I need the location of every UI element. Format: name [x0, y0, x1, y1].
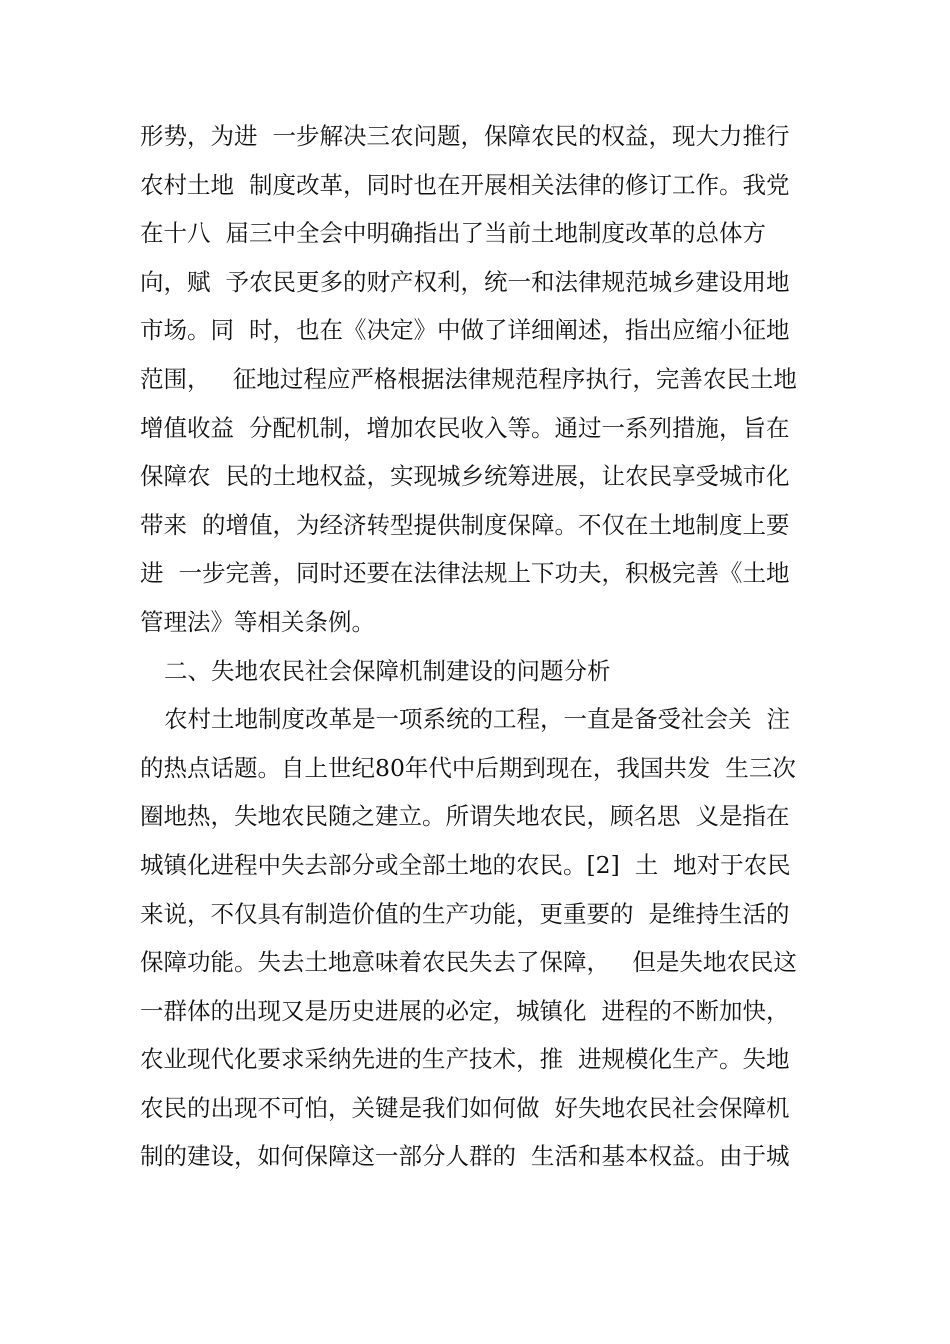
- text-line: 来说，不仅具有制造价值的生产功能，更重要的 是维持生活的: [140, 899, 790, 928]
- paragraph-1: [140, 112, 840, 647]
- text-line: 农村土地制度改革是一项系统的工程，一直是备受社会关 注: [164, 705, 790, 734]
- text-line: 市场。同 时，也在《决定》中做了详细阐述，指出应缩小征地: [140, 316, 790, 345]
- text-line: 带来 的增值，为经济转型提供制度保障。不仅在土地制度上要: [140, 510, 790, 539]
- text-line: 的热点话题。自上世纪80年代中后期到现在，我国共发 生三次: [140, 753, 796, 782]
- text-line: 保障功能。失去土地意味着农民失去了保障， 但是失地农民这: [140, 948, 797, 977]
- text-line: 一群体的出现又是历史进展的必定，城镇化 进程的不断加快，: [140, 996, 790, 1025]
- paragraph-2: [140, 695, 840, 1181]
- text-line: 进 一步完善，同时还要在法律法规上下功夫，积极完善《土地: [140, 559, 790, 588]
- text-line: 形势，为进 一步解决三农问题，保障农民的权益，现大力推行: [140, 122, 790, 150]
- text-line: 管理法》等相关条例。: [140, 607, 375, 636]
- text-line: 增值收益 分配机制，增加农民收入等。通过一系列措施，旨在: [140, 413, 790, 442]
- text-line: 向，赋 予农民更多的财产权利，统一和法律规范城乡建设用地: [140, 267, 790, 296]
- text-line: 制的建设，如何保障这一部分人群的 生活和基本权益。由于城: [140, 1142, 790, 1171]
- section-heading: 二、失地农民社会保障机制建设的问题分析: [164, 656, 611, 685]
- text-line: 农民的出现不可怕，关键是我们如何做 好失地农民社会保障机: [140, 1093, 790, 1122]
- text-line: 圈地热，失地农民随之建立。所谓失地农民，顾名思 义是指在: [140, 802, 790, 831]
- text-line: 城镇化进程中失去部分或全部土地的农民。[2] 土 地对于农民: [140, 850, 791, 879]
- text-line: 农业现代化要求采纳先进的生产技术，推 进规模化生产。失地: [140, 1045, 790, 1074]
- text-line: 农村土地 制度改革，同时也在开展相关法律的修订工作。我党: [140, 170, 790, 199]
- document-body: [140, 112, 840, 1181]
- text-line: 保障农 民的土地权益，实现城乡统筹进展，让农民享受城市化: [140, 462, 790, 491]
- text-line: 在十八 届三中全会中明确指出了当前土地制度改革的总体方: [140, 219, 766, 248]
- text-line: 范围， 征地过程应严格根据法律规范程序执行，完善农民土地: [140, 364, 797, 393]
